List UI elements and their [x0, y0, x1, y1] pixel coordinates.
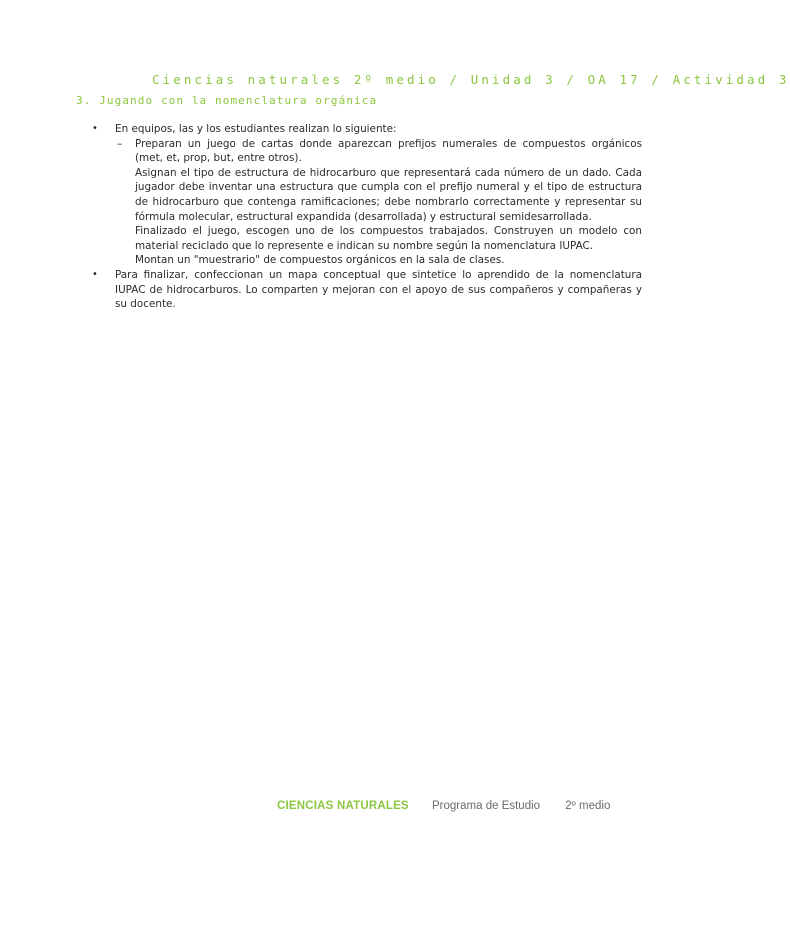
section-title: 3. Jugando con la nomenclatura orgánica — [76, 94, 378, 107]
sub-item-1 — [117, 137, 642, 268]
sub-paragraph-2: Asignan el tipo de estructura de hidrocarburo que representará cada número de un dado. Cada jugador debe inventar una estructura que cumpla con el prefijo numeral y el tipo de estructura de hidrocarburo que contenga ramificaciones; debe nombrarlo correctamente y representar su fórmula molecular, estructural expandida (desarrollada) y estructural semidesarrollada. — [135, 166, 642, 223]
sub-paragraph-4: Montan un "muestrario" de compuestos orgánicos en la sala de clases. — [135, 254, 505, 267]
sub-paragraph-1: Preparan un juego de cartas donde aparezcan prefijos numerales de compuestos orgánicos (met, et, prop, but, entre otros). — [135, 137, 642, 165]
bullet-icon: • — [92, 123, 98, 134]
page-header-title: Ciencias naturales 2º medio / Unidad 3 / OA 17 / Actividad 3 — [152, 72, 790, 87]
bullet-icon: • — [92, 268, 98, 280]
bullet-text: En equipos, las y los estudiantes realizan lo siguiente: — [115, 123, 397, 135]
page-footer — [277, 800, 610, 812]
footer-brand: CIENCIAS NATURALES — [277, 800, 409, 812]
footer-level: 2º medio — [565, 800, 611, 812]
bullet-item-2 — [92, 268, 642, 312]
footer-program: Programa de Estudio — [432, 800, 541, 812]
dash-icon: – — [117, 137, 123, 150]
bullet-text: Para finalizar, confeccionan un mapa conceptual que sintetice lo aprendido de la nomenclatura IUPAC de hidrocarburos. Lo comparten y mejoran con el apoyo de sus compañeros y compañeras y su docente. — [115, 268, 642, 311]
bullet-item-1 — [92, 122, 642, 268]
sub-list — [115, 137, 642, 268]
activity-content — [92, 122, 642, 312]
activity-bullet-list — [92, 122, 642, 312]
sub-paragraph-3: Finalizado el juego, escogen uno de los compuestos trabajados. Construyen un modelo con material reciclado que lo represente e indican su nombre según la nomenclatura IUPAC. — [135, 225, 642, 252]
